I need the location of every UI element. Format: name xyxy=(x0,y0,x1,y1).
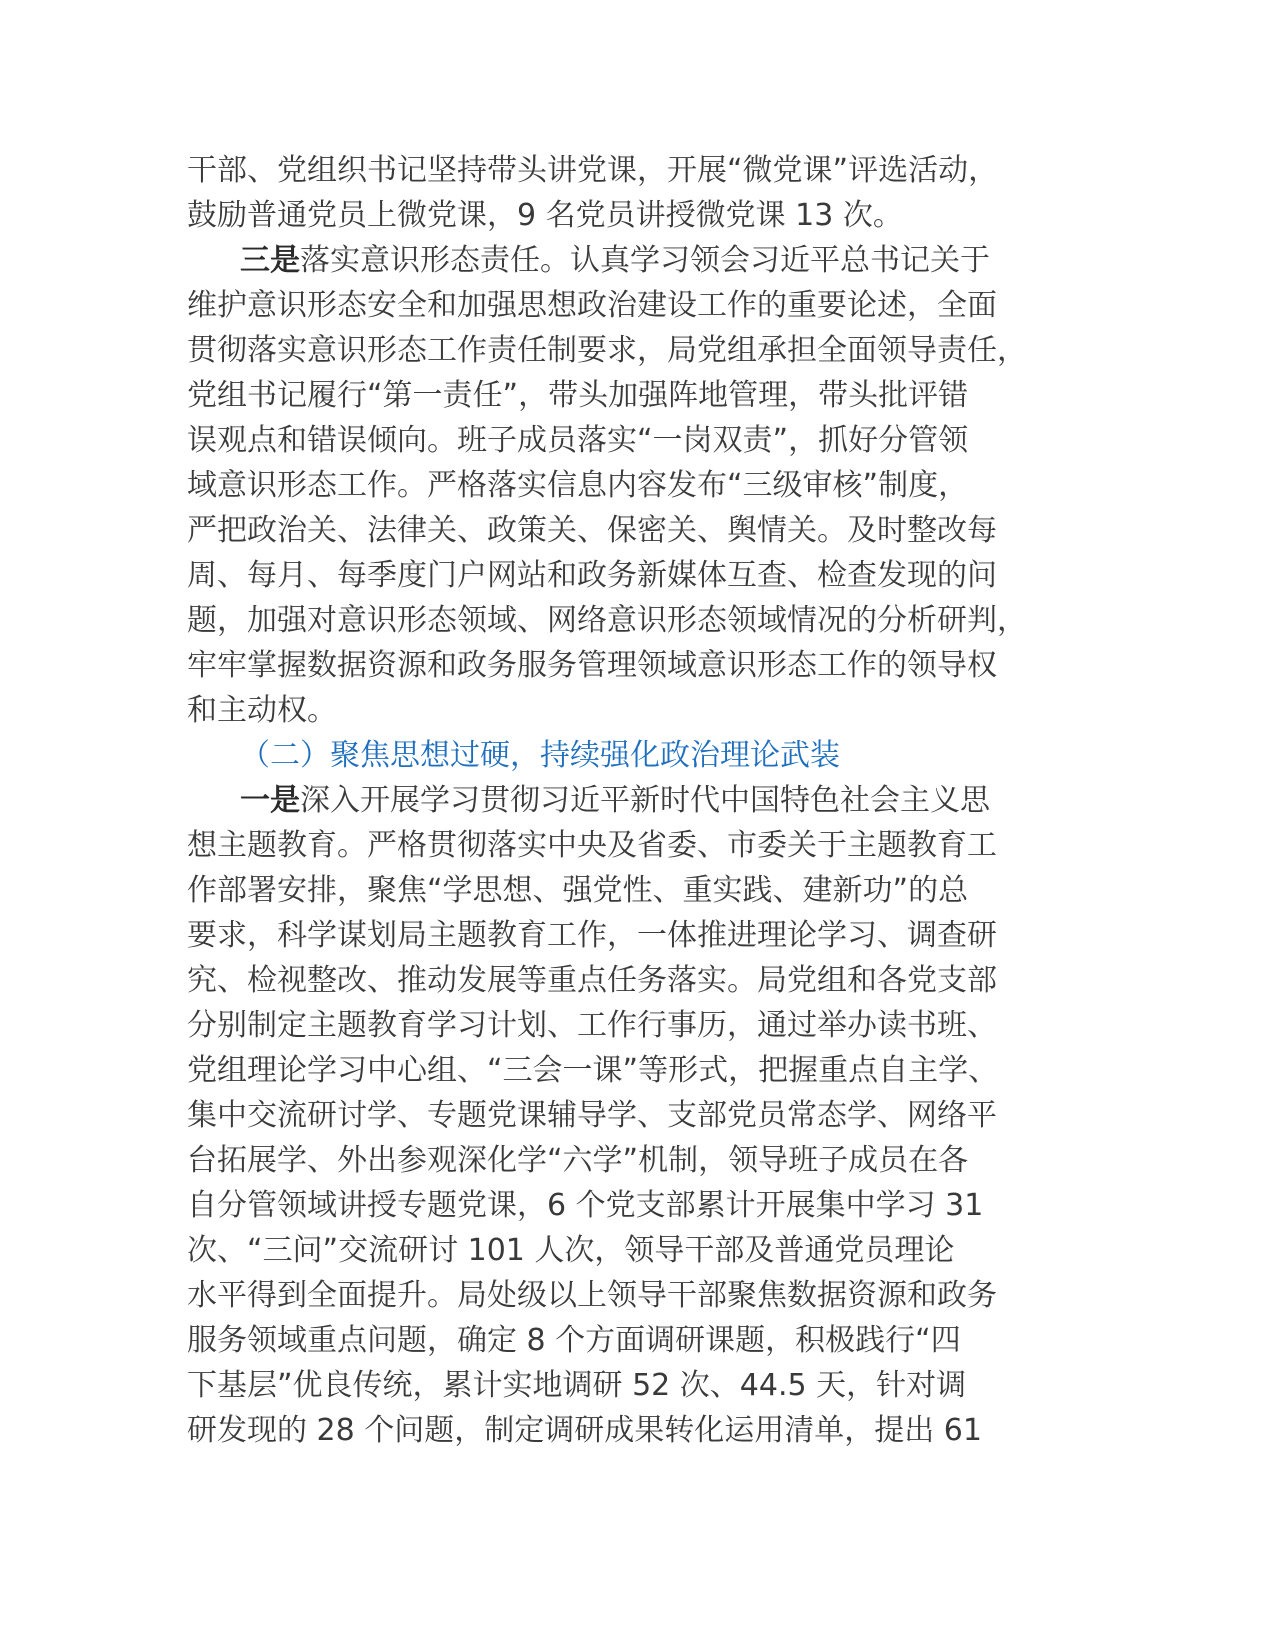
line-text: 党组理论学习中心组、“三会一课”等形式，把握重点自主学、 xyxy=(187,1053,999,1088)
line-text: 牢牢掌握数据资源和政务服务管理领域意识形态工作的领导权 xyxy=(187,648,997,683)
text-line xyxy=(187,1318,1097,1363)
line-text: 落实意识形态责任。认真学习领会习近平总书记关于 xyxy=(300,243,990,278)
text-line xyxy=(187,148,1097,193)
line-text: 自分管领域讲授专题党课，6 个党支部累计开展集中学习 31 xyxy=(187,1188,984,1223)
text-line xyxy=(187,1003,1097,1048)
line-text: 深入开展学习贯彻习近平新时代中国特色社会主义思 xyxy=(300,783,990,818)
text-line xyxy=(187,1048,1097,1093)
line-text: 鼓励普通党员上微党课，9 名党员讲授微党课 13 次。 xyxy=(187,198,903,233)
line-text: 想主题教育。严格贯彻落实中央及省委、市委关于主题教育工 xyxy=(187,828,997,863)
paragraph-lead: 三是 xyxy=(240,243,300,278)
paragraph-lead: 一是 xyxy=(240,783,300,818)
line-text: 党组书记履行“第一责任”，带头加强阵地管理，带头批评错 xyxy=(187,378,969,413)
text-line xyxy=(187,958,1097,1003)
text-line xyxy=(187,238,1097,283)
line-text: 维护意识形态安全和加强思想政治建设工作的重要论述，全面 xyxy=(187,288,997,323)
text-line xyxy=(187,463,1097,508)
text-line xyxy=(187,553,1097,598)
line-text: 台拓展学、外出参观深化学“六学”机制，领导班子成员在各 xyxy=(187,1143,969,1178)
text-line xyxy=(187,823,1097,868)
line-text: 研发现的 28 个问题，制定调研成果转化运用清单，提出 61 xyxy=(187,1413,982,1448)
line-text: 题，加强对意识形态领域、网络意识形态领域情况的分析研判， xyxy=(187,603,1027,638)
line-text: 域意识形态工作。严格落实信息内容发布“三级审核”制度， xyxy=(187,468,969,503)
line-text: 和主动权。 xyxy=(187,693,337,728)
text-line xyxy=(187,373,1097,418)
text-line xyxy=(187,328,1097,373)
line-text: （二）聚焦思想过硬，持续强化政治理论武装 xyxy=(240,738,840,773)
text-line xyxy=(187,418,1097,463)
text-line xyxy=(187,508,1097,553)
text-line xyxy=(187,1273,1097,1318)
line-text: 分别制定主题教育学习计划、工作行事历，通过举办读书班、 xyxy=(187,1008,997,1043)
text-line xyxy=(187,778,1097,823)
text-line xyxy=(187,688,1097,733)
text-line xyxy=(187,1408,1097,1453)
line-text: 要求，科学谋划局主题教育工作，一体推进理论学习、调查研 xyxy=(187,918,997,953)
line-text: 下基层”优良传统，累计实地调研 52 次、44.5 天，针对调 xyxy=(187,1368,967,1403)
text-line xyxy=(187,1093,1097,1138)
text-line xyxy=(187,643,1097,688)
text-line xyxy=(187,913,1097,958)
line-text: 严把政治关、法律关、政策关、保密关、舆情关。及时整改每 xyxy=(187,513,997,548)
line-text: 水平得到全面提升。局处级以上领导干部聚焦数据资源和政务 xyxy=(187,1278,997,1313)
text-line xyxy=(187,1183,1097,1228)
text-line xyxy=(187,598,1097,643)
line-text: 次、“三问”交流研讨 101 人次，领导干部及普通党员理论 xyxy=(187,1233,955,1268)
line-text: 贯彻落实意识形态工作责任制要求，局党组承担全面领导责任， xyxy=(187,333,1027,368)
line-text: 周、每月、每季度门户网站和政务新媒体互查、检查发现的问 xyxy=(187,558,997,593)
text-line xyxy=(187,1363,1097,1408)
text-line xyxy=(187,193,1097,238)
document-body xyxy=(187,148,1097,1453)
text-line xyxy=(187,1228,1097,1273)
line-text: 误观点和错误倾向。班子成员落实“一岗双责”，抓好分管领 xyxy=(187,423,969,458)
line-text: 究、检视整改、推动发展等重点任务落实。局党组和各党支部 xyxy=(187,963,997,998)
line-text: 作部署安排，聚焦“学思想、强党性、重实践、建新功”的总 xyxy=(187,873,969,908)
section-heading xyxy=(187,733,1097,778)
line-text: 集中交流研讨学、专题党课辅导学、支部党员常态学、网络平 xyxy=(187,1098,997,1133)
line-text: 服务领域重点问题，确定 8 个方面调研课题，积极践行“四 xyxy=(187,1323,961,1358)
text-line xyxy=(187,283,1097,328)
text-line xyxy=(187,868,1097,913)
text-line xyxy=(187,1138,1097,1183)
line-text: 干部、党组织书记坚持带头讲党课，开展“微党课”评选活动， xyxy=(187,153,999,188)
